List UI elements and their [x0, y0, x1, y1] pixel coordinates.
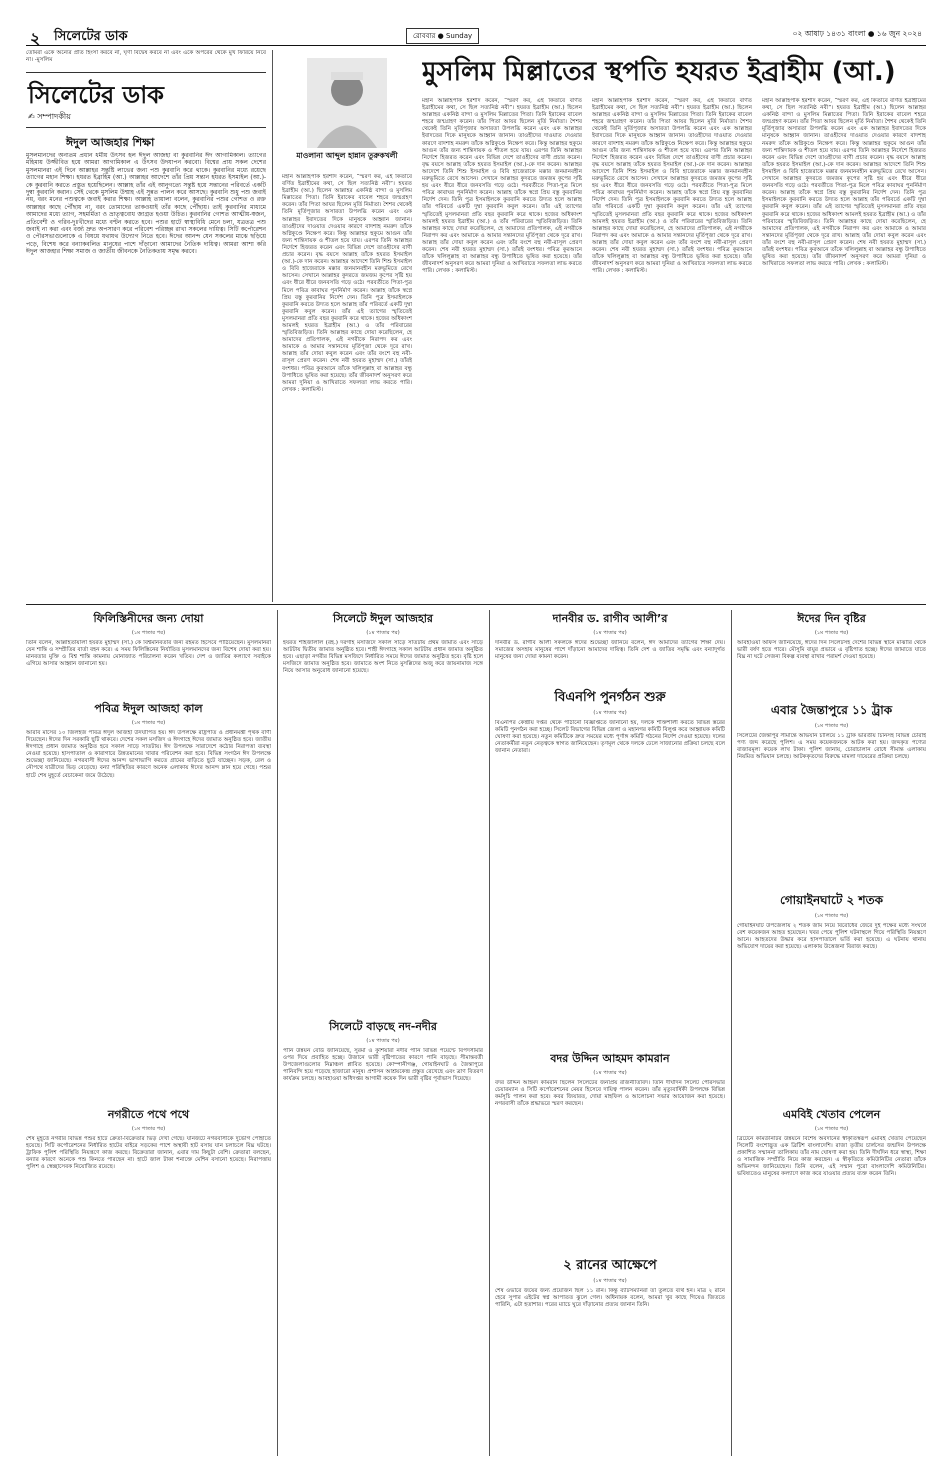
page-header [26, 24, 926, 46]
article-title: গোয়াইনঘাটে ২ শতক [779, 893, 884, 907]
editorial-tag: সম্পাদকীয় [37, 112, 71, 121]
article-body: দানবীর ড. রাগীব আলী সকলকে ঈদের শুভেচ্ছা জানিয়ে বলেন, ঈদ আমাদের ত্যাগের শিক্ষা দেয়। সমাজের অসহায় মানুষের পাশে দাঁড়ানো আমাদের দায়িত্ব। তিনি দেশ ও জাতির সমৃদ্ধি এবং বন্যাদুর্গত মানুষের জন্য দোয়া কামনা করেন। [495, 640, 725, 661]
article-title: দানবীর ড. রাগীব আলী’র [552, 612, 668, 625]
article-cont: (১ম পাতার পর) [366, 630, 400, 636]
article-title: ফিলিস্তিনীদের জন্য দোয়া [93, 612, 204, 625]
article-11 [737, 702, 926, 886]
article-cont: (১ম পাতার পর) [366, 1038, 400, 1044]
article-title: বদর উদ্দিন আহমদ কামরান [550, 1052, 670, 1065]
article-cont: (১ম পাতার পর) [814, 1126, 849, 1132]
article-5 [283, 1018, 483, 1456]
article-cont: (১ম পাতার পর) [814, 723, 849, 729]
article-cont: (১ম পাতার পর) [814, 630, 849, 636]
article-body: সিলেটের জৈন্তাপুর সীমান্তে অভিযান চালিয়ে ১১ ট্রাক ভারতীয় চিনিসহ বিভিন্ন চোরাই পণ্য জব্দ করেছে পুলিশ। এ সময় কয়েকজনকে আটক করা হয়। জব্দকৃত পণ্যের বাজারমূল্য কয়েক লাখ টাকা। পুলিশ জানায়, চোরাচালান রোধে সীমান্ত এলাকায় নিয়মিত অভিযান চলছে। আটককৃতদের বিরুদ্ধে মামলা দায়েরের প্রক্রিয়া চলছে। [737, 733, 926, 761]
section-rule [26, 604, 926, 605]
article-body: বদর উদ্দিন আহমদ কামরান ছিলেন সিলেটের জনপ্রিয় রাজনীতিবিদ। তিনি দীর্ঘদিন সিলেট পৌরসভার চেয়ারম্যান ও সিটি কর্পোরেশনের মেয়র হিসেবে দায়িত্ব পালন করেন। তাঁর মৃত্যুবার্ষিকী উপলক্ষে বিভিন্ন কর্মসূচি পালন করা হবে। কবর জিয়ারত, দোয়া মাহফিল ও আলোচনা সভার আয়োজন করা হয়েছে। নগরবাসী তাঁকে শ্রদ্ধাভরে স্মরণ করছেন। [495, 1080, 725, 1108]
article-body: গোয়াইনঘাট উপজেলায় ২ শতক জমি নিয়ে বিরোধের জেরে দুই পক্ষের মধ্যে সংঘর্ষে বেশ কয়েকজন আহত হয়েছেন। খবর পেয়ে পুলিশ ঘটনাস্থলে গিয়ে পরিস্থিতি নিয়ন্ত্রণে আনে। আহতদের উদ্ধার করে হাসপাতালে ভর্তি করা হয়েছে। এ ঘটনায় থানায় অভিযোগ দায়ের করা হয়েছে। এলাকায় উত্তেজনা বিরাজ করছে। [737, 923, 926, 951]
article-9 [495, 1256, 725, 1456]
article-cont: (১ম পাতার পর) [593, 1278, 627, 1284]
day-label: রোববার ● Sunday [406, 28, 479, 44]
column-divider [272, 50, 273, 602]
article-3 [26, 1106, 271, 1456]
column-divider [277, 610, 278, 1456]
author-portrait-icon [307, 58, 387, 148]
feature-body-col4: মহান আল্লাহপাক ইরশাদ করেন, “স্মরণ কর, এই কিতাবে বর্ণিত ইব্রাহীমের কথা, সে ছিল সত্যনিষ্ঠ নবী”। হযরত ইব্রাহীম (আ.) ছিলেন আল্লাহর একনিষ্ঠ বান্দা ও মুসলিম মিল্লাতের পিতা। তিনি ইরাকের বাবেল শহরে জন্মগ্রহণ করেন। তাঁর পিতা আযর ছিলেন মূর্তি নির্মাতা। শৈশব থেকেই তিনি মূর্তিপূজার অসারতা উপলব্ধি করেন এবং এক আল্লাহর ইবাদতের দিকে মানুষকে আহ্বান জানান। তাওহীদের দাওয়াত দেওয়ার কারণে বাদশাহ নমরুদ তাঁকে অগ্নিকুণ্ডে নিক্ষেপ করে। কিন্তু আল্লাহর হুকুমে আগুন তাঁর জন্য শান্তিদায়ক ও শীতল হয়ে যায়। এরপর তিনি আল্লাহর নির্দেশে হিজরত করেন এবং বিভিন্ন দেশে তাওহীদের বাণী প্রচার করেন। বৃদ্ধ বয়সে আল্লাহ তাঁকে হযরত ইসমাইল (আ.)-কে দান করেন। আল্লাহর আদেশে তিনি শিশু ইসমাইল ও বিবি হাজেরাকে মক্কার জনমানবহীন মরুভূমিতে রেখে আসেন। সেখানে আল্লাহর কুদরতে জমজম কূপের সৃষ্টি হয় এবং ধীরে ধীরে জনবসতি গড়ে ওঠে। পরবর্তীতে পিতা-পুত্র মিলে পবিত্র কাবাঘর পুনর্নির্মাণ করেন। আল্লাহ তাঁকে স্বপ্নে প্রিয় বস্তু কুরবানির নির্দেশ দেন। তিনি পুত্র ইসমাইলকে কুরবানি করতে উদ্যত হলে আল্লাহ তাঁর পরিবর্তে একটি দুম্বা কুরবানি কবুল করেন। তাঁর এই ত্যাগের স্মৃতিতেই মুসলমানরা প্রতি বছর কুরবানি করে থাকে। হজের অধিকাংশ আমলই হযরত ইব্রাহীম (আ.) ও তাঁর পরিবারের স্মৃতিবিজড়িত। তিনি আল্লাহর কাছে দোয়া করেছিলেন, হে আমাদের প্রতিপালক, এই নগরীকে নিরাপদ কর এবং আমাকে ও আমার সন্তানদের মূর্তিপূজা থেকে দূরে রাখ। আল্লাহ তাঁর দোয়া কবুল করেন এবং তাঁর বংশে বহু নবী-রাসূল প্রেরণ করেন। শেষ নবী হযরত মুহাম্মদ (সা.) তাঁরই বংশধর। পবিত্র কুরআনে তাঁকে খলিলুল্লাহ বা আল্লাহর বন্ধু উপাধিতে ভূষিত করা হয়েছে। তাঁর জীবনাদর্শ অনুসরণ করে আমরা দুনিয়া ও আখিরাতে সফলতা লাভ করতে পারি। লেখক : কলামিস্ট। [762, 98, 926, 268]
article-body: হযরত শাহজালাল (রহ.) দরগাহ মসজিদে সকাল সাড়ে সাতটায় প্রথম জামাত এবং সাড়ে আটটায় দ্বিতীয় জামাত অনুষ্ঠিত হবে। শাহী ঈদগাহে সকাল আটটায় প্রধান জামাত অনুষ্ঠিত হবে। এছাড়া নগরীর বিভিন্ন মসজিদে নির্ধারিত সময়ে ঈদের জামাত অনুষ্ঠিত হবে। বৃষ্টি হলে মসজিদে জামাত অনুষ্ঠিত হবে। জামাতে অংশ নিতে মুসল্লিদের অজু করে জায়নামাজ সঙ্গে নিয়ে আসার অনুরোধ জানানো হয়েছে। [283, 640, 483, 675]
article-title: এমবিই খেতাব পেলেন [782, 1108, 881, 1121]
article-8 [495, 1050, 725, 1250]
article-body: আবহাওয়া অফিস জানিয়েছে, ঈদের দিন সিলেটসহ দেশের বিভিন্ন স্থানে মাঝারি থেকে ভারী বর্ষণ হতে পারে। মৌসুমি বায়ুর প্রভাবে এ বৃষ্টিপাত হচ্ছে। ঈদের জামাতে যাতে বিঘ্ন না ঘটে সেজন্য বিকল্প ব্যবস্থা রাখার পরামর্শ দেওয়া হয়েছে। [737, 640, 926, 661]
article-title: এবার জৈন্তাপুরে ১১ ট্রাক [770, 703, 893, 717]
article-body: আরবি মাসের ১০ জিলহজ পবিত্র ঈদুল আজহা উদযাপিত হয়। ঈদ উপলক্ষে রাষ্ট্রপতি ও প্রধানমন্ত্রী পৃথক বাণী দিয়েছেন। ঈদের দিন সরকারি ছুটি থাকবে। দেশের সকল মসজিদ ও ঈদগাহে ঈদের জামাত অনুষ্ঠিত হবে। জাতীয় ঈদগাহে প্রধান জামাত অনুষ্ঠিত হবে সকাল সাড়ে সাতটায়। ঈদ উপলক্ষে সারাদেশে কঠোর নিরাপত্তা ব্যবস্থা নেওয়া হয়েছে। হাসপাতাল ও কারাগারে উন্নতমানের খাবার পরিবেশন করা হবে। বিভিন্ন সংগঠন ঈদ উপলক্ষে শুভেচ্ছা জানিয়েছে। নগরবাসী ঈদের আনন্দ ভাগাভাগি করতে গ্রামের বাড়িতে ছুটে যাচ্ছেন। সড়ক, রেল ও নৌপথে যাত্রীদের ভিড় বেড়েছে। বন্যা পরিস্থিতির কারণে অনেক এলাকায় ঈদের আনন্দ ম্লান হয়ে গেছে। পশুর হাটে শেষ মুহূর্তে বেচাকেনা জমে উঠেছে। [26, 730, 271, 779]
paper-name: সিলেটের ডাক [54, 29, 128, 44]
article-cont: (১ম পাতার পর) [593, 630, 627, 636]
article-7 [495, 688, 725, 1044]
page-number: ২ [30, 29, 41, 48]
article-12 [737, 892, 926, 1100]
article-body: ব্রিটেনে কমিউনিটির উন্নয়নে বিশেষ অবদানের স্বীকৃতিস্বরূপ এমবিই খেতাব পেয়েছেন সিলেটি বংশোদ্ভূত এক ব্রিটিশ বাংলাদেশি। রাজা তৃতীয় চার্লসের জন্মদিন উপলক্ষে প্রকাশিত সম্মাননা তালিকায় তাঁর নাম ঘোষণা করা হয়। তিনি দীর্ঘদিন ধরে স্বাস্থ্য, শিক্ষা ও সামাজিক সম্প্রীতি নিয়ে কাজ করছেন। এ স্বীকৃতিতে কমিউনিটির নেতারা তাঁকে অভিনন্দন জানিয়েছেন। তিনি বলেন, এই সম্মান পুরো বাংলাদেশি কমিউনিটির। ভবিষ্যতেও মানুষের কল্যাণে কাজ করে যাওয়ার প্রত্যয় ব্যক্ত করেন তিনি। [737, 1136, 926, 1178]
article-body: পানি উন্নয়ন বোর্ড জানিয়েছে, সুরমা ও কুশিয়ারা নদীর পানি বিভিন্ন পয়েন্টে বিপদসীমার ওপর দিয়ে প্রবাহিত হচ্ছে। উজানে ভারী বৃষ্টিপাতের কারণে পানি বাড়ছে। সীমান্তবর্তী উপজেলাগুলোর নিম্নাঞ্চল প্লাবিত হয়েছে। কোম্পানীগঞ্জ, গোয়াইনঘাট ও জৈন্তাপুরে পানিবন্দি হয়ে পড়েছে হাজারো মানুষ। প্রশাসন আশ্রয়কেন্দ্র প্রস্তুত রেখেছে এবং ত্রাণ বিতরণ কার্যক্রম চলছে। আবহাওয়া অধিদপ্তর আগামী কয়েক দিন ভারী বৃষ্টির পূর্বাভাস দিয়েছে। [283, 1048, 483, 1083]
pen-icon: ✍ [28, 112, 38, 121]
article-6 [495, 610, 725, 682]
article-body: শেষ ওভারে জয়ের জন্য প্রয়োজন ছিল ১১ রান। কিন্তু ব্যাটসম্যানরা তা তুলতে ব্যর্থ হন। মাত্র ২ রানে হেরে সুপার এইটের স্বপ্ন আপাতত ঝুলে গেল। অধিনায়ক বলেন, আমরা খুব কাছে গিয়েও জিততে পারিনি, এটা হতাশার। পরের ম্যাচে ঘুরে দাঁড়ানোর প্রত্যয় জানান তিনি। [495, 1288, 725, 1309]
feature-body-col2: মহান আল্লাহপাক ইরশাদ করেন, “স্মরণ কর, এই কিতাবে বর্ণিত ইব্রাহীমের কথা, সে ছিল সত্যনিষ্ঠ নবী”। হযরত ইব্রাহীম (আ.) ছিলেন আল্লাহর একনিষ্ঠ বান্দা ও মুসলিম মিল্লাতের পিতা। তিনি ইরাকের বাবেল শহরে জন্মগ্রহণ করেন। তাঁর পিতা আযর ছিলেন মূর্তি নির্মাতা। শৈশব থেকেই তিনি মূর্তিপূজার অসারতা উপলব্ধি করেন এবং এক আল্লাহর ইবাদতের দিকে মানুষকে আহ্বান জানান। তাওহীদের দাওয়াত দেওয়ার কারণে বাদশাহ নমরুদ তাঁকে অগ্নিকুণ্ডে নিক্ষেপ করে। কিন্তু আল্লাহর হুকুমে আগুন তাঁর জন্য শান্তিদায়ক ও শীতল হয়ে যায়। এরপর তিনি আল্লাহর নির্দেশে হিজরত করেন এবং বিভিন্ন দেশে তাওহীদের বাণী প্রচার করেন। বৃদ্ধ বয়সে আল্লাহ তাঁকে হযরত ইসমাইল (আ.)-কে দান করেন। আল্লাহর আদেশে তিনি শিশু ইসমাইল ও বিবি হাজেরাকে মক্কার জনমানবহীন মরুভূমিতে রেখে আসেন। সেখানে আল্লাহর কুদরতে জমজম কূপের সৃষ্টি হয় এবং ধীরে ধীরে জনবসতি গড়ে ওঠে। পরবর্তীতে পিতা-পুত্র মিলে পবিত্র কাবাঘর পুনর্নির্মাণ করেন। আল্লাহ তাঁকে স্বপ্নে প্রিয় বস্তু কুরবানির নির্দেশ দেন। তিনি পুত্র ইসমাইলকে কুরবানি করতে উদ্যত হলে আল্লাহ তাঁর পরিবর্তে একটি দুম্বা কুরবানি কবুল করেন। তাঁর এই ত্যাগের স্মৃতিতেই মুসলমানরা প্রতি বছর কুরবানি করে থাকে। হজের অধিকাংশ আমলই হযরত ইব্রাহীম (আ.) ও তাঁর পরিবারের স্মৃতিবিজড়িত। তিনি আল্লাহর কাছে দোয়া করেছিলেন, হে আমাদের প্রতিপালক, এই নগরীকে নিরাপদ কর এবং আমাকে ও আমার সন্তানদের মূর্তিপূজা থেকে দূরে রাখ। আল্লাহ তাঁর দোয়া কবুল করেন এবং তাঁর বংশে বহু নবী-রাসূল প্রেরণ করেন। শেষ নবী হযরত মুহাম্মদ (সা.) তাঁরই বংশধর। পবিত্র কুরআনে তাঁকে খলিলুল্লাহ বা আল্লাহর বন্ধু উপাধিতে ভূষিত করা হয়েছে। তাঁর জীবনাদর্শ অনুসরণ করে আমরা দুনিয়া ও আখিরাতে সফলতা লাভ করতে পারি। লেখক : কলামিস্ট। [422, 98, 582, 275]
author-photo-frame [282, 54, 412, 164]
article-cont: (১ম পাতার পর) [131, 1126, 166, 1132]
column-divider [731, 610, 732, 1456]
article-10 [737, 610, 926, 696]
masthead-logo: সিলেটের ডাক [28, 81, 164, 109]
article-body: শেষ মুহূর্তে নগরীর বিভিন্ন পশুর হাটে ক্রেতা-বিক্রেতার ভিড় দেখা গেছে। যানজটে নগরবাসীকে দুর্ভোগ পোহাতে হয়েছে। সিটি কর্পোরেশনের নির্ধারিত হাটের বাইরে সড়কের পাশে অস্থায়ী হাট বসায় যান চলাচলে বিঘ্ন ঘটছে। ট্রাফিক পুলিশ পরিস্থিতি নিয়ন্ত্রণে কাজ করছে। বিক্রেতারা জানান, এবার দাম কিছুটা বেশি। ক্রেতারা বলছেন, বন্যার কারণে অনেকে পশু কিনতে পারছেন না। হাটে জাল টাকা শনাক্তে মেশিন বসানো হয়েছে। নিরাপত্তায় পুলিশ ও স্বেচ্ছাসেবক নিয়োজিত রয়েছে। [26, 1136, 271, 1171]
feature-body-col1: মহান আল্লাহপাক ইরশাদ করেন, “স্মরণ কর, এই কিতাবে বর্ণিত ইব্রাহীমের কথা, সে ছিল সত্যনিষ্ঠ নবী”। হযরত ইব্রাহীম (আ.) ছিলেন আল্লাহর একনিষ্ঠ বান্দা ও মুসলিম মিল্লাতের পিতা। তিনি ইরাকের বাবেল শহরে জন্মগ্রহণ করেন। তাঁর পিতা আযর ছিলেন মূর্তি নির্মাতা। শৈশব থেকেই তিনি মূর্তিপূজার অসারতা উপলব্ধি করেন এবং এক আল্লাহর ইবাদতের দিকে মানুষকে আহ্বান জানান। তাওহীদের দাওয়াত দেওয়ার কারণে বাদশাহ নমরুদ তাঁকে অগ্নিকুণ্ডে নিক্ষেপ করে। কিন্তু আল্লাহর হুকুমে আগুন তাঁর জন্য শান্তিদায়ক ও শীতল হয়ে যায়। এরপর তিনি আল্লাহর নির্দেশে হিজরত করেন এবং বিভিন্ন দেশে তাওহীদের বাণী প্রচার করেন। বৃদ্ধ বয়সে আল্লাহ তাঁকে হযরত ইসমাইল (আ.)-কে দান করেন। আল্লাহর আদেশে তিনি শিশু ইসমাইল ও বিবি হাজেরাকে মক্কার জনমানবহীন মরুভূমিতে রেখে আসেন। সেখানে আল্লাহর কুদরতে জমজম কূপের সৃষ্টি হয় এবং ধীরে ধীরে জনবসতি গড়ে ওঠে। পরবর্তীতে পিতা-পুত্র মিলে পবিত্র কাবাঘর পুনর্নির্মাণ করেন। আল্লাহ তাঁকে স্বপ্নে প্রিয় বস্তু কুরবানির নির্দেশ দেন। তিনি পুত্র ইসমাইলকে কুরবানি করতে উদ্যত হলে আল্লাহ তাঁর পরিবর্তে একটি দুম্বা কুরবানি কবুল করেন। তাঁর এই ত্যাগের স্মৃতিতেই মুসলমানরা প্রতি বছর কুরবানি করে থাকে। হজের অধিকাংশ আমলই হযরত ইব্রাহীম (আ.) ও তাঁর পরিবারের স্মৃতিবিজড়িত। তিনি আল্লাহর কাছে দোয়া করেছিলেন, হে আমাদের প্রতিপালক, এই নগরীকে নিরাপদ কর এবং আমাকে ও আমার সন্তানদের মূর্তিপূজা থেকে দূরে রাখ। আল্লাহ তাঁর দোয়া কবুল করেন এবং তাঁর বংশে বহু নবী-রাসূল প্রেরণ করেন। শেষ নবী হযরত মুহাম্মদ (সা.) তাঁরই বংশধর। পবিত্র কুরআনে তাঁকে খলিলুল্লাহ বা আল্লাহর বন্ধু উপাধিতে ভূষিত করা হয়েছে। তাঁর জীবনাদর্শ অনুসরণ করে আমরা দুনিয়া ও আখিরাতে সফলতা লাভ করতে পারি। লেখক : কলামিস্ট। [282, 174, 412, 393]
feature-body-col3: মহান আল্লাহপাক ইরশাদ করেন, “স্মরণ কর, এই কিতাবে বর্ণিত ইব্রাহীমের কথা, সে ছিল সত্যনিষ্ঠ নবী”। হযরত ইব্রাহীম (আ.) ছিলেন আল্লাহর একনিষ্ঠ বান্দা ও মুসলিম মিল্লাতের পিতা। তিনি ইরাকের বাবেল শহরে জন্মগ্রহণ করেন। তাঁর পিতা আযর ছিলেন মূর্তি নির্মাতা। শৈশব থেকেই তিনি মূর্তিপূজার অসারতা উপলব্ধি করেন এবং এক আল্লাহর ইবাদতের দিকে মানুষকে আহ্বান জানান। তাওহীদের দাওয়াত দেওয়ার কারণে বাদশাহ নমরুদ তাঁকে অগ্নিকুণ্ডে নিক্ষেপ করে। কিন্তু আল্লাহর হুকুমে আগুন তাঁর জন্য শান্তিদায়ক ও শীতল হয়ে যায়। এরপর তিনি আল্লাহর নির্দেশে হিজরত করেন এবং বিভিন্ন দেশে তাওহীদের বাণী প্রচার করেন। বৃদ্ধ বয়সে আল্লাহ তাঁকে হযরত ইসমাইল (আ.)-কে দান করেন। আল্লাহর আদেশে তিনি শিশু ইসমাইল ও বিবি হাজেরাকে মক্কার জনমানবহীন মরুভূমিতে রেখে আসেন। সেখানে আল্লাহর কুদরতে জমজম কূপের সৃষ্টি হয় এবং ধীরে ধীরে জনবসতি গড়ে ওঠে। পরবর্তীতে পিতা-পুত্র মিলে পবিত্র কাবাঘর পুনর্নির্মাণ করেন। আল্লাহ তাঁকে স্বপ্নে প্রিয় বস্তু কুরবানির নির্দেশ দেন। তিনি পুত্র ইসমাইলকে কুরবানি করতে উদ্যত হলে আল্লাহ তাঁর পরিবর্তে একটি দুম্বা কুরবানি কবুল করেন। তাঁর এই ত্যাগের স্মৃতিতেই মুসলমানরা প্রতি বছর কুরবানি করে থাকে। হজের অধিকাংশ আমলই হযরত ইব্রাহীম (আ.) ও তাঁর পরিবারের স্মৃতিবিজড়িত। তিনি আল্লাহর কাছে দোয়া করেছিলেন, হে আমাদের প্রতিপালক, এই নগরীকে নিরাপদ কর এবং আমাকে ও আমার সন্তানদের মূর্তিপূজা থেকে দূরে রাখ। আল্লাহ তাঁর দোয়া কবুল করেন এবং তাঁর বংশে বহু নবী-রাসূল প্রেরণ করেন। শেষ নবী হযরত মুহাম্মদ (সা.) তাঁরই বংশধর। পবিত্র কুরআনে তাঁকে খলিলুল্লাহ বা আল্লাহর বন্ধু উপাধিতে ভূষিত করা হয়েছে। তাঁর জীবনাদর্শ অনুসরণ করে আমরা দুনিয়া ও আখিরাতে সফলতা লাভ করতে পারি। লেখক : কলামিস্ট। [592, 98, 752, 275]
article-title: নগরীতে পথে পথে [107, 1108, 190, 1121]
editorial-title: ঈদুল আজহার শিক্ষা [66, 136, 155, 149]
article-cont: (১ম পাতার পর) [814, 913, 849, 919]
article-title: বিএনপি পুনর্গঠন শুরু [554, 690, 666, 705]
article-13 [737, 1106, 926, 1456]
article-1 [26, 610, 271, 694]
article-body: বিএনপির কেন্দ্রীয় দপ্তর থেকে পাঠানো বিজ্ঞপ্তিতে জানানো হয়, দলকে শক্তিশালী করতে বিভিন্ন স্তরের কমিটি পুনর্গঠন করা হচ্ছে। সিলেট বিভাগের বিভিন্ন জেলা ও মহানগর কমিটি বিলুপ্ত করে আহ্বায়ক কমিটি ঘোষণা করা হয়েছে। নতুন কমিটিকে দ্রুত সময়ের মধ্যে পূর্ণাঙ্গ কমিটি গঠনের নির্দেশ দেওয়া হয়েছে। দলের নেতাকর্মীরা নতুন নেতৃত্বকে স্বাগত জানিয়েছেন। তৃণমূল থেকে দলকে ঢেলে সাজানোর প্রক্রিয়া চলছে বলে জানান নেতারা। [495, 720, 725, 755]
article-body: তিনি বলেন, আল্লাহতায়ালা হযরত মুহাম্মদ (সা.) কে বিশ্বমানবতার জন্য রহমত হিসেবে পাঠিয়েছেন। মুসলমানরা যেন শান্তি ও সম্প্রীতির বার্তা বহন করে। এ সময় ফিলিস্তিনের নির্যাতিত মুসলমানদের জন্য বিশেষ দোয়া করা হয়। মানবতার মুক্তি ও বিশ্ব শান্তি কামনায় মোনাজাত পরিচালনা করেন খতিব। দেশ ও জাতির কল্যাণে সবাইকে এগিয়ে আসার আহ্বান জানানো হয়। [26, 640, 271, 668]
feature-title: মুসলিম মিল্লাতের স্থপতি হযরত ইব্রাহীম (আ.) [422, 57, 896, 87]
date-label: ০২ আষাঢ় ১৪৩১ বাংলা ● ১৬ জুন ২০২৪ [792, 29, 922, 38]
hadith-quote: তোমরা একে অন্যের প্রতি হিংসা করবে না, ঘৃণা বিদ্বেষ করবে না এবং একে অপরের থেকে মুখ ফিরিয়ে নিবে না। -মুসলিম [26, 50, 266, 64]
article-title: সিলেটে বাড়ছে নদ-নদীর [329, 1020, 437, 1033]
masthead [26, 72, 266, 128]
editorial-body: মুসলমানদের অন্যতম প্রধান ধর্মীয় উৎসব হল ঈদুল আজহা বা কুরবানির ঈদ আগামিকাল। ত্যাগের মহিমায় উজ্জীবিত হয়ে আমরা আগামিকাল এ উৎসব উদযাপন করবো। বিশ্বের প্রায় সকল দেশের মুসলমানরা এই দিনে আল্লাহর সন্তুষ্টি লাভের জন্য পশু কুরবানি করে থাকে। কুরবানির মধ্যে রয়েছে ত্যাগের মহান শিক্ষা। হযরত ইব্রাহিম (আ.) আল্লাহর আদেশে তাঁর প্রিয় সন্তান হযরত ইসমাইল (আ.)-কে কুরবানি করতে প্রস্তুত হয়েছিলেন। আল্লাহ তাঁর এই আনুগত্যে সন্তুষ্ট হয়ে সন্তানের পরিবর্তে একটি দুম্বা কুরবানি করান। সেই থেকে মুসলিম উম্মাহ এই সুন্নত পালন করে আসছে। কুরবানি শুধু পশু জবাই নয়, বরং মনের পশুত্বকে জবাই করার শিক্ষা। আল্লাহ তায়ালা বলেন, কুরবানির পশুর গোশত ও রক্ত আল্লাহর কাছে পৌঁছায় না, বরং তোমাদের তাকওয়াই তাঁর কাছে পৌঁছায়। তাই কুরবানির মাধ্যমে আমাদের মধ্যে ত্যাগ, সহমর্মিতা ও ভ্রাতৃত্ববোধ জাগ্রত হওয়া উচিত। কুরবানির গোশত আত্মীয়-স্বজন, প্রতিবেশী ও গরিব-দুঃখীদের মধ্যে বণ্টন করতে হবে। পশুর হাটে স্বাস্থ্যবিধি মেনে চলা, যত্রতত্র পশু জবাই না করা এবং বর্জ্য দ্রুত অপসারণ করে পরিবেশ পরিচ্ছন্ন রাখা সকলের দায়িত্ব। সিটি কর্পোরেশন ও পৌরসভাগুলোকে এ বিষয়ে যথাযথ উদ্যোগ নিতে হবে। ঈদের আনন্দ যেন সকলের মাঝে ছড়িয়ে পড়ে, বিশেষ করে বন্যাকবলিত মানুষের পাশে দাঁড়ানো আমাদের নৈতিক দায়িত্ব। আমরা আশা করি ঈদুল আজহার শিক্ষা সমাজ ও জাতীয় জীবনকে নৈতিকতায় সমৃদ্ধ করবে। [26, 152, 266, 256]
column-divider [489, 610, 490, 1456]
article-title: সিলেটে ঈদুল আজহার [333, 612, 433, 625]
article-title: পবিত্র ঈদুল আজহা কাল [94, 702, 203, 715]
newspaper-page [26, 24, 926, 1460]
article-cont: (১ম পাতার পর) [593, 1070, 627, 1076]
article-title: ঈদের দিন বৃষ্টির [797, 612, 866, 625]
article-cont: (১ম পাতার পর) [131, 630, 166, 636]
article-title: ২ রানের আক্ষেপে [563, 1258, 657, 1273]
article-2 [26, 700, 271, 1100]
article-cont: (১ম পাতার পর) [593, 710, 627, 716]
article-cont: (১ম পাতার পর) [131, 720, 166, 726]
author-name: মাওলানা আব্দুল হান্নান তুরুকখলী [296, 151, 398, 160]
masthead-tag [28, 111, 71, 124]
article-4 [283, 610, 483, 1012]
